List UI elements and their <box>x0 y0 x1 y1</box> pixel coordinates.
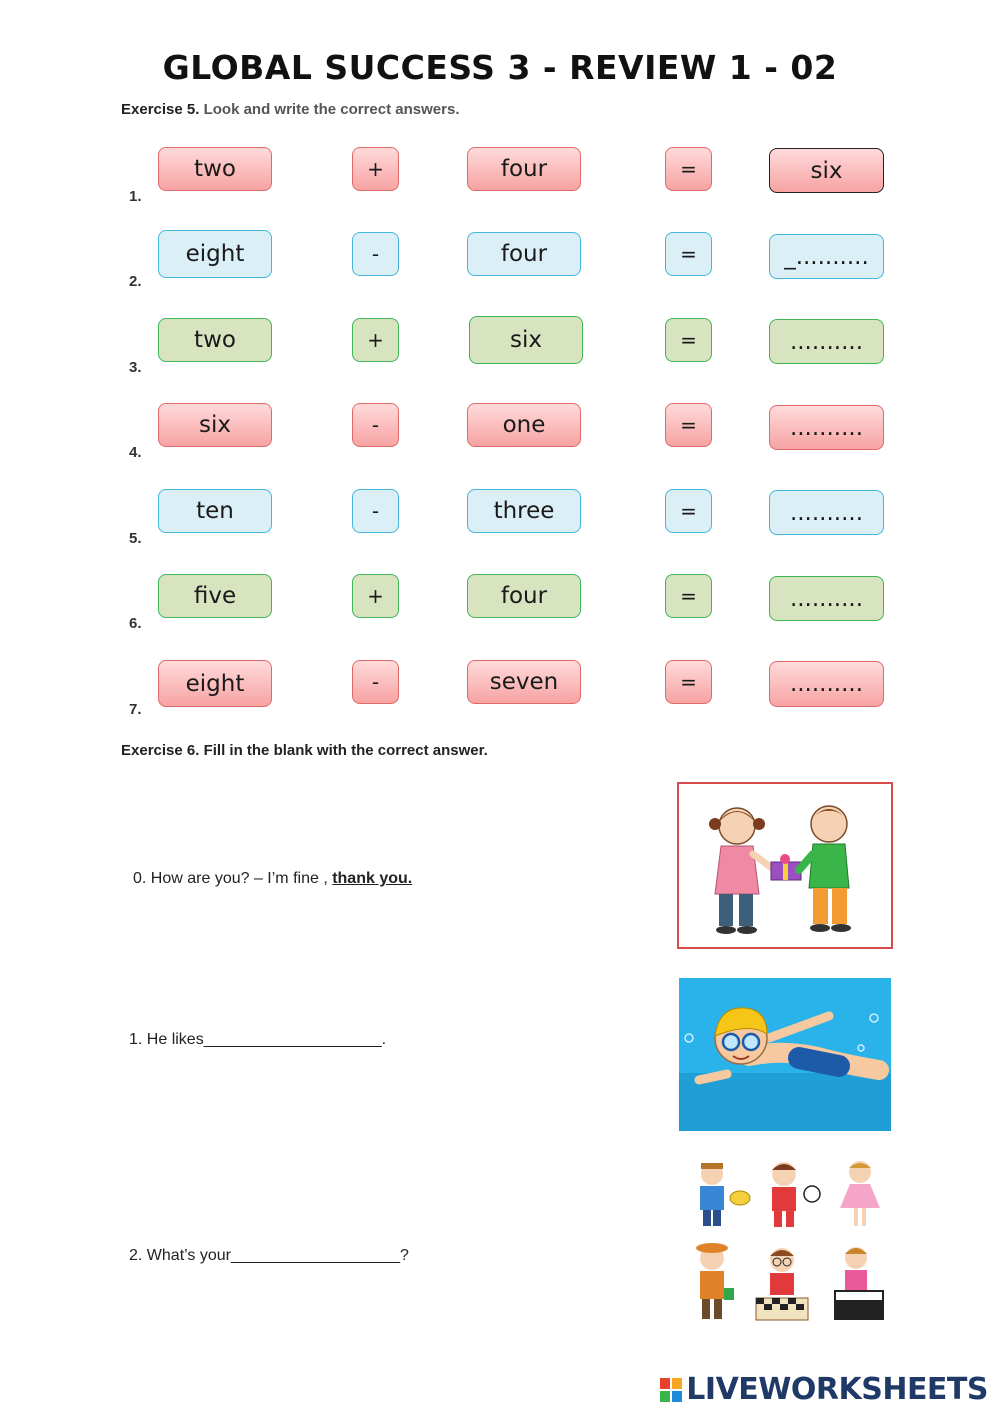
answer-field[interactable]: .......... <box>769 319 884 364</box>
answer-field[interactable]: .......... <box>769 576 884 621</box>
equals-sign: = <box>665 147 712 191</box>
equals-sign: = <box>665 574 712 618</box>
answer-field[interactable]: .......... <box>769 661 884 707</box>
exercise5-instruction: Look and write the correct answers. <box>203 101 460 118</box>
logo-icon <box>660 1378 682 1402</box>
operand-b: four <box>467 232 581 276</box>
operator: - <box>352 403 399 447</box>
operand-b: four <box>467 574 581 618</box>
row-number: 4. <box>129 444 142 461</box>
operator: - <box>352 232 399 276</box>
sentence-end: ? <box>400 1247 409 1264</box>
equals-sign: = <box>665 318 712 362</box>
row-number: 6. <box>129 615 142 632</box>
equals-sign: = <box>665 660 712 704</box>
exercise5-heading <box>121 101 460 118</box>
sentence-text: 0. How are you? – I’m fine , <box>133 870 333 887</box>
sentence-2 <box>129 1247 409 1265</box>
answer-field[interactable]: .......... <box>769 405 884 450</box>
operator: + <box>352 318 399 362</box>
sentence-text: 1. He likes <box>129 1031 204 1048</box>
blank-answer-field[interactable]: ___________________ <box>230 1247 401 1264</box>
operand-b: one <box>467 403 581 447</box>
equals-sign: = <box>665 232 712 276</box>
equals-sign: = <box>665 403 712 447</box>
operand-a: two <box>158 147 272 191</box>
example-answer: thank you. <box>332 870 413 887</box>
operator: - <box>352 489 399 533</box>
operand-a: two <box>158 318 272 362</box>
sentence-0 <box>133 870 412 888</box>
swimming-boy-image <box>679 978 891 1131</box>
row-number: 1. <box>129 188 142 205</box>
row-number: 5. <box>129 530 142 547</box>
operand-a: six <box>158 403 272 447</box>
sentence-end: . <box>381 1031 387 1048</box>
sentence-1 <box>129 1031 386 1049</box>
liveworksheets-logo <box>660 1372 988 1407</box>
hobbies-collage-image <box>684 1158 886 1326</box>
row-number: 2. <box>129 273 142 290</box>
answer-field[interactable]: six <box>769 148 884 193</box>
page-title: GLOBAL SUCCESS 3 - REVIEW 1 - 02 <box>162 48 838 87</box>
operand-b: four <box>467 147 581 191</box>
operator: + <box>352 147 399 191</box>
operand-b: three <box>467 489 581 533</box>
operand-a: five <box>158 574 272 618</box>
exercise5-label: Exercise 5. <box>121 101 200 118</box>
answer-field[interactable]: _.......... <box>769 234 884 279</box>
gift-exchange-image <box>677 782 893 949</box>
operator: + <box>352 574 399 618</box>
operator: - <box>352 660 399 704</box>
row-number: 3. <box>129 359 142 376</box>
row-number: 7. <box>129 701 142 718</box>
operand-a: eight <box>158 230 272 278</box>
sentence-text: 2. What’s your <box>129 1247 231 1264</box>
operand-b: six <box>469 316 583 364</box>
operand-a: eight <box>158 660 272 707</box>
answer-field[interactable]: .......... <box>769 490 884 535</box>
operand-a: ten <box>158 489 272 533</box>
equals-sign: = <box>665 489 712 533</box>
operand-b: seven <box>467 660 581 704</box>
exercise6-heading: Exercise 6. Fill in the blank with the correct answer. <box>121 742 488 759</box>
blank-answer-field[interactable]: ____________________ <box>203 1031 382 1048</box>
logo-text: LIVEWORKSHEETS <box>686 1372 988 1407</box>
